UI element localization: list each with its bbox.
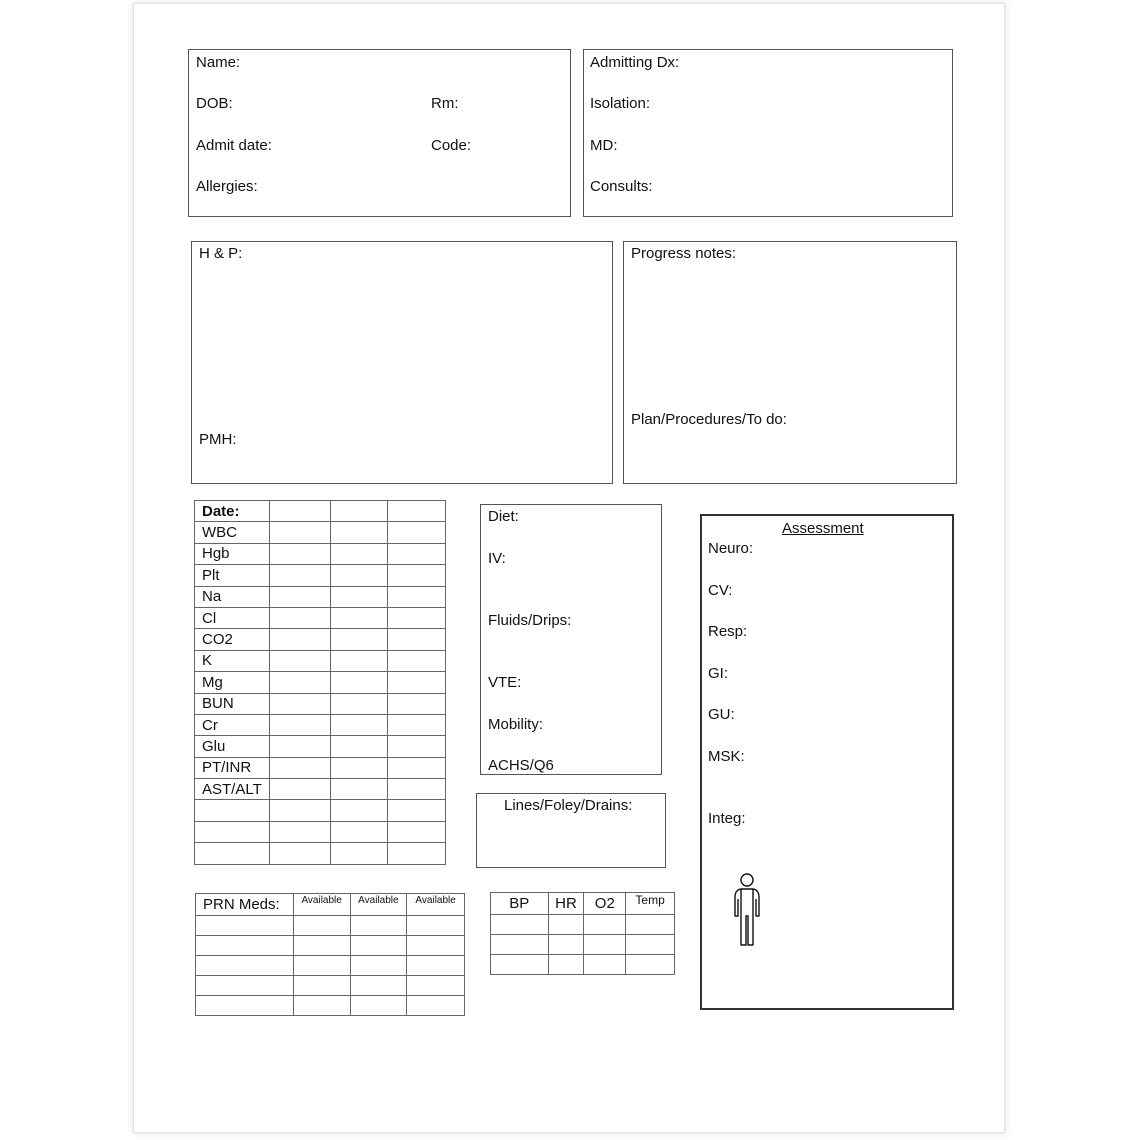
gu-label: GU: <box>708 706 735 723</box>
prn-cell[interactable] <box>407 936 465 956</box>
vitals-cell[interactable] <box>548 955 584 975</box>
o2-header: O2 <box>584 893 626 915</box>
table-row <box>195 757 446 778</box>
lab-row-label: BUN <box>195 693 270 714</box>
table-row <box>195 629 446 650</box>
lab-value-cell[interactable] <box>269 543 330 564</box>
lab-value-cell[interactable] <box>269 757 330 778</box>
prn-cell[interactable] <box>407 976 465 996</box>
table-row <box>195 800 446 821</box>
prn-cell[interactable] <box>196 976 294 996</box>
prn-cell[interactable] <box>293 936 350 956</box>
table-row <box>491 955 675 975</box>
prn-cell[interactable] <box>407 996 465 1016</box>
lab-value-cell[interactable] <box>269 714 330 735</box>
lab-value-cell[interactable] <box>269 650 330 671</box>
vitals-cell[interactable] <box>626 915 675 935</box>
prn-cell[interactable] <box>350 976 407 996</box>
vitals-cell[interactable] <box>491 915 549 935</box>
lab-value-cell[interactable] <box>269 821 330 842</box>
table-row <box>195 650 446 671</box>
lab-row-label: WBC <box>195 522 270 543</box>
prn-meds-table <box>195 893 465 1016</box>
table-row <box>196 956 465 976</box>
prn-cell[interactable] <box>350 936 407 956</box>
lines-box <box>476 793 666 868</box>
lab-value-cell[interactable] <box>269 843 330 864</box>
lab-value-cell[interactable] <box>330 586 388 607</box>
table-row <box>195 821 446 842</box>
lab-value-cell[interactable] <box>388 586 446 607</box>
table-row <box>195 693 446 714</box>
lab-value-cell[interactable] <box>330 757 388 778</box>
h-and-p-label: H & P: <box>199 245 243 262</box>
prn-cell[interactable] <box>293 956 350 976</box>
table-row <box>195 522 446 543</box>
code-label: Code: <box>431 137 472 154</box>
lab-value-cell[interactable] <box>388 693 446 714</box>
prn-available-header-1: Available <box>293 894 350 916</box>
history-box <box>191 241 613 484</box>
msk-label: MSK: <box>708 748 745 765</box>
lab-value-cell[interactable] <box>388 607 446 628</box>
assessment-title: Assessment <box>782 520 864 537</box>
prn-available-header-3: Available <box>407 894 465 916</box>
lab-value-cell[interactable] <box>269 800 330 821</box>
prn-cell[interactable] <box>350 996 407 1016</box>
prn-cell[interactable] <box>350 916 407 936</box>
admission-box <box>583 49 953 217</box>
table-row <box>195 714 446 735</box>
lab-value-cell[interactable] <box>388 501 446 522</box>
integ-label: Integ: <box>708 810 746 827</box>
table-row <box>196 976 465 996</box>
table-row <box>195 843 446 864</box>
prn-available-header-2: Available <box>350 894 407 916</box>
cv-label: CV: <box>708 582 733 599</box>
lab-value-cell[interactable] <box>330 522 388 543</box>
table-row <box>195 565 446 586</box>
lab-row-label: Date: <box>195 501 270 522</box>
diet-label: Diet: <box>488 508 519 525</box>
lab-value-cell[interactable] <box>330 736 388 757</box>
prn-cell[interactable] <box>407 916 465 936</box>
plan-label: Plan/Procedures/To do: <box>631 411 787 428</box>
admitting-dx-label: Admitting Dx: <box>590 54 680 71</box>
prn-meds-header: PRN Meds: <box>196 894 294 916</box>
lab-value-cell[interactable] <box>388 522 446 543</box>
lab-value-cell[interactable] <box>269 693 330 714</box>
name-label: Name: <box>196 54 241 71</box>
fluids-label: Fluids/Drips: <box>488 612 572 629</box>
lab-value-cell[interactable] <box>330 501 388 522</box>
lab-value-cell[interactable] <box>269 672 330 693</box>
lab-value-cell[interactable] <box>330 779 388 800</box>
achs-label: ACHS/Q6 <box>488 757 554 774</box>
dob-label: DOB: <box>196 95 233 112</box>
prn-cell[interactable] <box>293 916 350 936</box>
lab-value-cell[interactable] <box>330 800 388 821</box>
lab-value-cell[interactable] <box>388 543 446 564</box>
care-box <box>480 504 662 775</box>
lab-row-label: Glu <box>195 736 270 757</box>
lab-row-label: Mg <box>195 672 270 693</box>
mobility-label: Mobility: <box>488 716 544 733</box>
lab-value-cell[interactable] <box>388 821 446 842</box>
patient-info-box <box>188 49 571 217</box>
lab-row-label: AST/ALT <box>195 779 270 800</box>
lab-row-label: Plt <box>195 565 270 586</box>
lab-value-cell[interactable] <box>388 757 446 778</box>
lab-row-label <box>195 821 270 842</box>
lab-row-label: CO2 <box>195 629 270 650</box>
lab-value-cell[interactable] <box>330 714 388 735</box>
progress-notes-label: Progress notes: <box>631 245 737 262</box>
lab-row-label: PT/INR <box>195 757 270 778</box>
vte-label: VTE: <box>488 674 522 691</box>
table-row <box>491 935 675 955</box>
table-row <box>196 996 465 1016</box>
pmh-label: PMH: <box>199 431 237 448</box>
prn-cell[interactable] <box>407 956 465 976</box>
lab-value-cell[interactable] <box>388 843 446 864</box>
resp-label: Resp: <box>708 623 748 640</box>
lab-value-cell[interactable] <box>330 543 388 564</box>
prn-cell[interactable] <box>196 956 294 976</box>
lab-value-cell[interactable] <box>388 565 446 586</box>
neuro-label: Neuro: <box>708 540 754 557</box>
vitals-table <box>490 892 675 975</box>
hr-header: HR <box>548 893 584 915</box>
table-row <box>195 586 446 607</box>
lab-row-label <box>195 843 270 864</box>
table-row <box>195 501 446 522</box>
lab-value-cell[interactable] <box>330 821 388 842</box>
vitals-cell[interactable] <box>548 935 584 955</box>
prn-cell[interactable] <box>350 956 407 976</box>
lab-value-cell[interactable] <box>269 586 330 607</box>
table-row <box>195 779 446 800</box>
lab-value-cell[interactable] <box>388 650 446 671</box>
lab-value-cell[interactable] <box>330 843 388 864</box>
lab-row-label: Cl <box>195 607 270 628</box>
lab-value-cell[interactable] <box>269 522 330 543</box>
consults-label: Consults: <box>590 178 653 195</box>
allergies-label: Allergies: <box>196 178 258 195</box>
bp-header: BP <box>491 893 549 915</box>
vitals-cell[interactable] <box>626 955 675 975</box>
table-row <box>195 607 446 628</box>
table-row <box>196 936 465 956</box>
table-row <box>491 915 675 935</box>
lab-value-cell[interactable] <box>330 650 388 671</box>
room-label: Rm: <box>431 95 459 112</box>
lab-row-label: Hgb <box>195 543 270 564</box>
labs-table <box>194 500 446 865</box>
lab-value-cell[interactable] <box>269 565 330 586</box>
lab-value-cell[interactable] <box>388 736 446 757</box>
prn-cell[interactable] <box>293 996 350 1016</box>
vitals-cell[interactable] <box>584 915 626 935</box>
lab-value-cell[interactable] <box>269 736 330 757</box>
vitals-cell[interactable] <box>491 935 549 955</box>
lab-row-label <box>195 800 270 821</box>
lab-value-cell[interactable] <box>330 672 388 693</box>
lines-label: Lines/Foley/Drains: <box>504 797 633 814</box>
vitals-cell[interactable] <box>491 955 549 975</box>
lab-value-cell[interactable] <box>269 779 330 800</box>
lab-row-label: K <box>195 650 270 671</box>
gi-label: GI: <box>708 665 729 682</box>
assessment-box <box>700 514 954 1010</box>
prn-cell[interactable] <box>196 916 294 936</box>
prn-cell[interactable] <box>293 976 350 996</box>
iv-label: IV: <box>488 550 506 567</box>
progress-notes-box <box>623 241 957 484</box>
table-row <box>195 543 446 564</box>
admit-date-label: Admit date: <box>196 137 272 154</box>
lab-value-cell[interactable] <box>388 672 446 693</box>
lab-value-cell[interactable] <box>330 693 388 714</box>
lab-value-cell[interactable] <box>330 607 388 628</box>
body-figure-icon <box>730 872 764 948</box>
lab-value-cell[interactable] <box>269 501 330 522</box>
table-row <box>195 736 446 757</box>
table-row <box>196 916 465 936</box>
lab-value-cell[interactable] <box>388 800 446 821</box>
lab-row-label: Cr <box>195 714 270 735</box>
vitals-cell[interactable] <box>626 935 675 955</box>
lab-value-cell[interactable] <box>330 629 388 650</box>
vitals-cell[interactable] <box>584 955 626 975</box>
prn-cell[interactable] <box>196 936 294 956</box>
prn-cell[interactable] <box>196 996 294 1016</box>
lab-value-cell[interactable] <box>330 565 388 586</box>
vitals-cell[interactable] <box>548 915 584 935</box>
isolation-label: Isolation: <box>590 95 651 112</box>
lab-value-cell[interactable] <box>388 629 446 650</box>
lab-row-label: Na <box>195 586 270 607</box>
lab-value-cell[interactable] <box>269 629 330 650</box>
lab-value-cell[interactable] <box>388 714 446 735</box>
lab-value-cell[interactable] <box>269 607 330 628</box>
temp-header: Temp <box>626 893 675 915</box>
vitals-cell[interactable] <box>584 935 626 955</box>
table-row <box>195 672 446 693</box>
md-label: MD: <box>590 137 618 154</box>
lab-value-cell[interactable] <box>388 779 446 800</box>
